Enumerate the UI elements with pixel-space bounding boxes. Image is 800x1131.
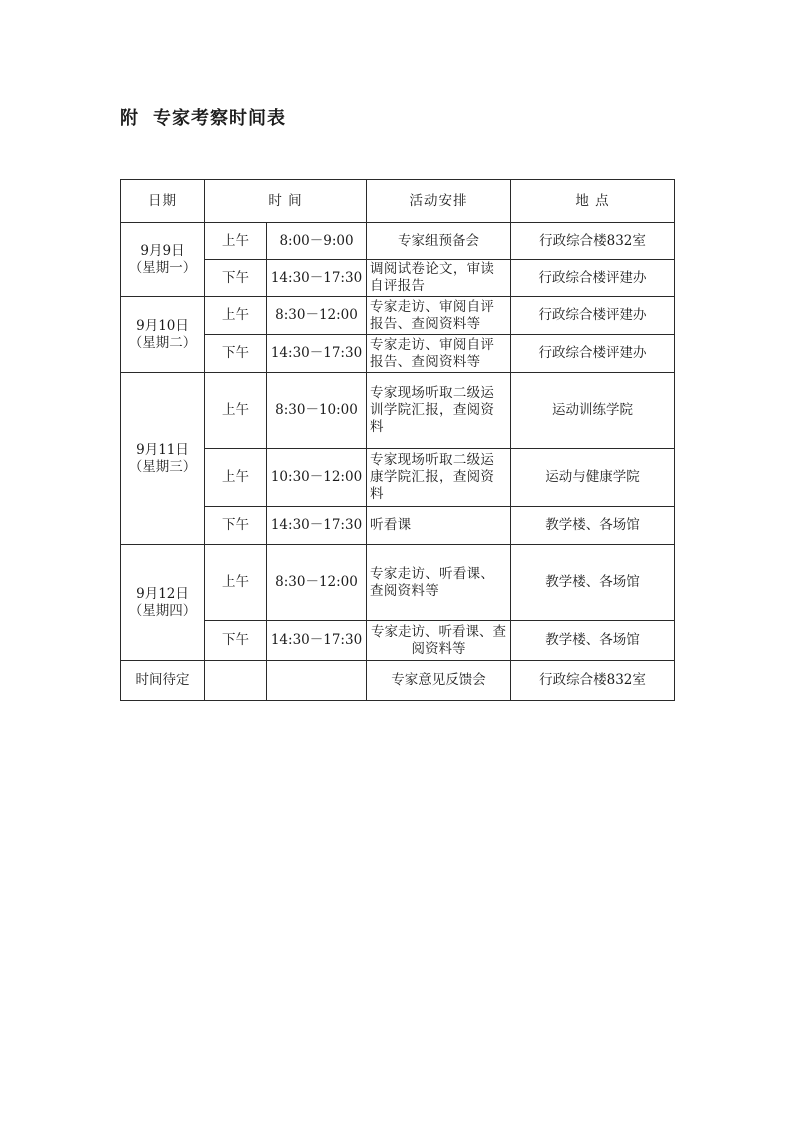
weekday-label: （星期三）	[128, 458, 197, 475]
time-cell: 14:30－17:30	[267, 260, 367, 297]
location-cell: 运动与健康学院	[511, 449, 675, 507]
date-cell	[121, 223, 205, 297]
time-cell: 10:30－12:00	[267, 449, 367, 507]
session-cell: 下午	[205, 507, 267, 545]
activity-cell: 专家走访、审阅自评报告、查阅资料等	[367, 297, 511, 335]
date-cell: 时间待定	[121, 661, 205, 701]
activity-cell: 专家现场听取二级运训学院汇报，查阅资料	[367, 373, 511, 449]
session-cell	[205, 661, 267, 701]
time-cell: 8:30－12:00	[267, 297, 367, 335]
location-cell: 教学楼、各场馆	[511, 621, 675, 661]
session-cell: 下午	[205, 335, 267, 373]
header-location: 地 点	[511, 180, 675, 223]
header-date: 日期	[121, 180, 205, 223]
time-cell: 14:30－17:30	[267, 507, 367, 545]
activity-cell: 专家意见反馈会	[367, 661, 511, 701]
activity-cell: 专家走访、听看课、查阅资料等	[367, 621, 511, 661]
activity-cell: 专家走访、审阅自评报告、查阅资料等	[367, 335, 511, 373]
session-cell: 上午	[205, 545, 267, 621]
location-cell: 行政综合楼832室	[511, 223, 675, 260]
activity-cell: 专家走访、听看课、查阅资料等	[367, 545, 511, 621]
header-activity: 活动安排	[367, 180, 511, 223]
date-label: 9月9日	[140, 242, 185, 259]
page-title	[120, 104, 286, 130]
date-label: 9月11日	[136, 441, 189, 458]
time-cell	[267, 661, 367, 701]
session-cell: 上午	[205, 223, 267, 260]
table-row	[121, 260, 675, 297]
location-cell: 行政综合楼评建办	[511, 260, 675, 297]
time-cell: 8:30－10:00	[267, 373, 367, 449]
location-cell: 教学楼、各场馆	[511, 507, 675, 545]
schedule-table	[120, 179, 675, 701]
location-cell: 行政综合楼评建办	[511, 335, 675, 373]
time-cell: 8:30－12:00	[267, 545, 367, 621]
activity-cell: 听看课	[367, 507, 511, 545]
table-row	[121, 545, 675, 621]
table-row	[121, 507, 675, 545]
header-time: 时 间	[205, 180, 367, 223]
activity-cell: 专家现场听取二级运康学院汇报，查阅资料	[367, 449, 511, 507]
date-label: 9月12日	[136, 585, 189, 602]
location-cell: 行政综合楼评建办	[511, 297, 675, 335]
table-row	[121, 621, 675, 661]
title-prefix: 附	[120, 108, 139, 129]
session-cell: 上午	[205, 297, 267, 335]
time-cell: 8:00－9:00	[267, 223, 367, 260]
session-cell: 下午	[205, 260, 267, 297]
table-row	[121, 449, 675, 507]
location-cell: 教学楼、各场馆	[511, 545, 675, 621]
table-row	[121, 223, 675, 260]
activity-cell: 专家组预备会	[367, 223, 511, 260]
table-header-row	[121, 180, 675, 223]
time-cell: 14:30－17:30	[267, 621, 367, 661]
table-row	[121, 373, 675, 449]
session-cell: 下午	[205, 621, 267, 661]
time-cell: 14:30－17:30	[267, 335, 367, 373]
session-cell: 上午	[205, 373, 267, 449]
date-cell	[121, 545, 205, 661]
weekday-label: （星期二）	[128, 334, 197, 351]
location-cell: 行政综合楼832室	[511, 661, 675, 701]
table-row	[121, 335, 675, 373]
activity-cell: 调阅试卷论文，审读自评报告	[367, 260, 511, 297]
weekday-label: （星期四）	[128, 602, 197, 619]
date-cell	[121, 373, 205, 545]
weekday-label: （星期一）	[128, 259, 197, 276]
date-label: 9月10日	[136, 317, 189, 334]
date-cell	[121, 297, 205, 373]
table-row	[121, 297, 675, 335]
location-cell: 运动训练学院	[511, 373, 675, 449]
session-cell: 上午	[205, 449, 267, 507]
title-text: 专家考察时间表	[153, 108, 286, 129]
table-row	[121, 661, 675, 701]
